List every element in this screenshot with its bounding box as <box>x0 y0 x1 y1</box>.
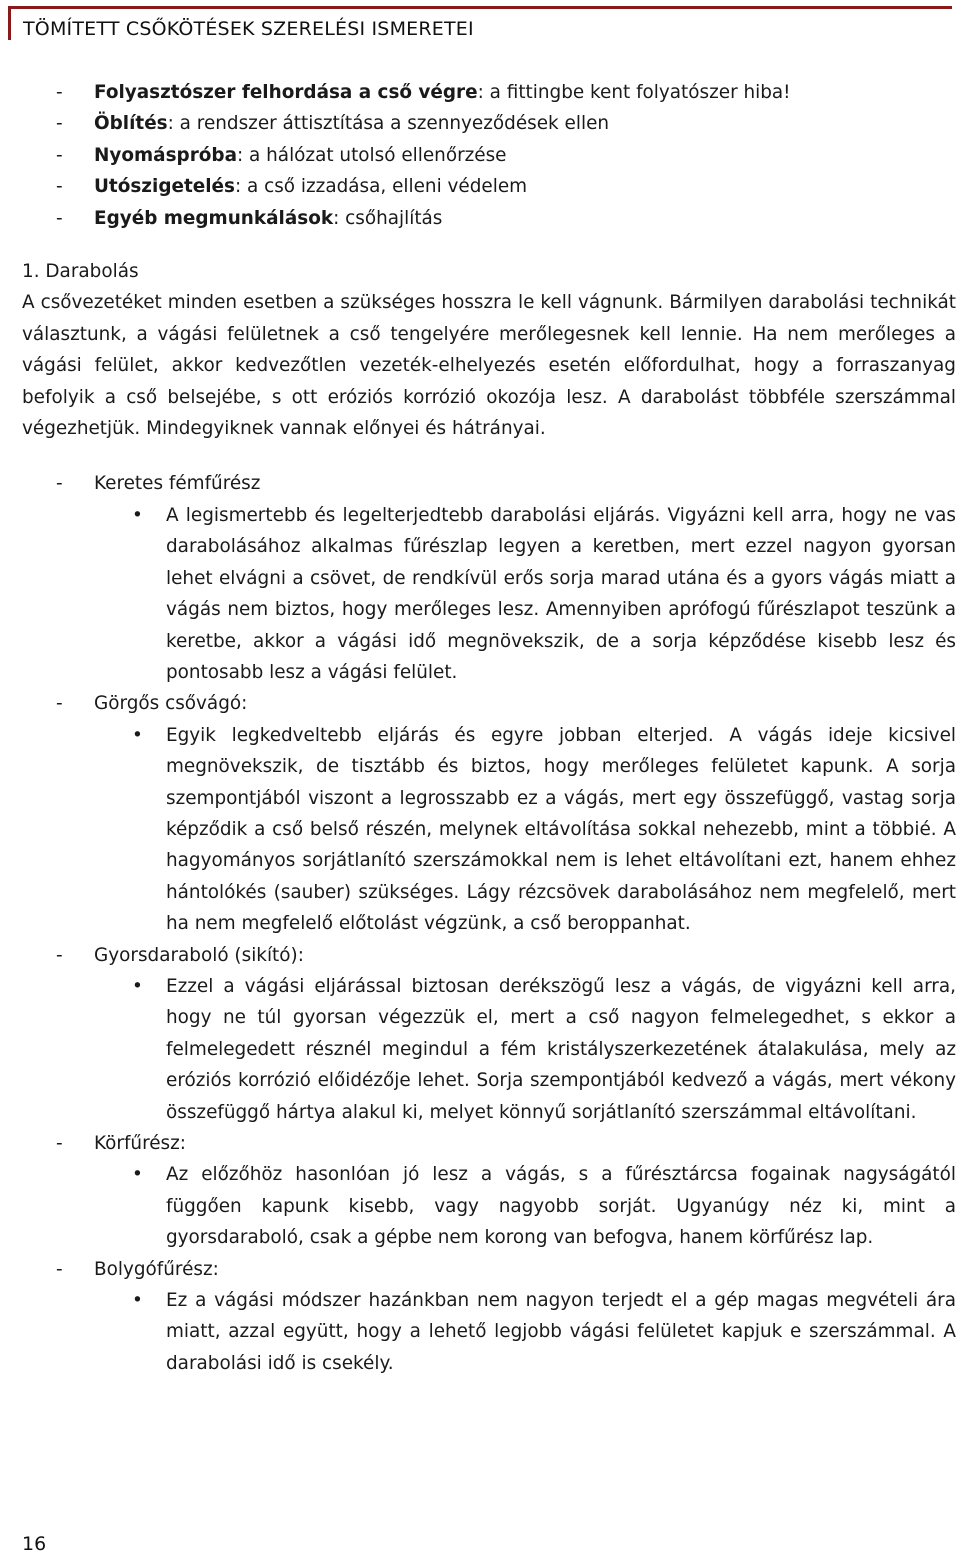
list-item-text: : a fittingbe kent folyatószer hiba! <box>477 82 791 103</box>
dash-marker: - <box>56 144 63 166</box>
tool-description <box>22 1285 956 1379</box>
list-item-text: : a hálózat utolsó ellenőrzése <box>236 144 507 166</box>
tool-description-text: Ezzel a vágási eljárással biztosan derékszögű lesz a vágás, de vigyázni kell arra, hogy ne túl gyorsan végezzük el, mert a cső nagyon felmelegedhet, s ekkor a felmelegedett résznél megindul a fém kristályszerkezetének átalakulása, mely az eróziós korrózió előidézője lehet. Sorja szempontjából kedvező a vágás, mert vékony összefüggő hártya alakul ki, melyet könnyű sorjátlanító szerszámmal eltávolítani. <box>166 975 956 1123</box>
list-item-text: : a rendszer áttisztítása a szennyeződések ellen <box>167 113 610 135</box>
bullet-icon: • <box>132 1164 143 1186</box>
tool-name-text: Bolygófűrész: <box>94 1258 219 1280</box>
dash-marker: - <box>56 207 63 229</box>
tool-name-text: Görgős csővágó: <box>94 693 248 715</box>
spacer <box>22 444 956 468</box>
tool-description <box>22 720 956 940</box>
tool-name <box>22 468 956 499</box>
tool-name-text: Keretes fémfűrész <box>94 473 261 495</box>
page-number: 16 <box>22 1533 47 1555</box>
tool-name <box>22 1128 956 1159</box>
header-title: TÖMÍTETT CSŐKÖTÉSEK SZERELÉSI ISMERETEI <box>23 18 474 40</box>
tool-name-text: Körfűrész: <box>94 1133 186 1154</box>
list-item <box>22 77 956 108</box>
tool-description <box>22 500 956 688</box>
dash-marker: - <box>56 176 63 198</box>
bullet-icon: • <box>132 975 143 997</box>
tool-description-text: Ez a vágási módszer hazánkban nem nagyon terjedt el a gép magas megvételi ára miatt, azzal együtt, hogy a lehető legjobb vágási felületet kapjuk e szerszámmal. A darabolási idő is csekély. <box>166 1290 956 1374</box>
bullet-icon: • <box>132 1290 143 1312</box>
document-body <box>22 77 956 1379</box>
tool-name <box>22 688 956 719</box>
section-heading: 1. Darabolás <box>22 261 139 283</box>
dash-marker: - <box>56 1133 63 1154</box>
dash-marker: - <box>56 473 63 495</box>
bullet-icon: • <box>132 504 143 526</box>
tool-description-text: Egyik legkedveltebb eljárás és egyre jobban elterjed. A vágás ideje kicsivel megnövekszik, de tisztább és biztos, hogy merőleges felületet kapunk. A sorja szempontjából viszont a legrosszabb ez a vágás, mert egy összefüggő, vastag sorja képződik a cső belső részén, melynek eltávolítása sokkal nehezebb, mint a többié. A hagyományos sorjátlanító szerszámokkal nem is lehet eltávolítani ezt, hanem ehhez hántolókés (sauber) szükséges. Lágy rézcsövek darabolásához nem megfelelő, mert ha nem megfelelő előtolást végzünk, a cső beroppanhat. <box>166 724 956 935</box>
list-item-text: : csőhajlítás <box>333 207 443 229</box>
dash-marker: - <box>56 1258 63 1280</box>
tool-description <box>22 1159 956 1253</box>
tool-name <box>22 940 956 971</box>
tool-description-text: A legismertebb és legelterjedtebb darabolási eljárás. Vigyázni kell arra, hogy ne vas darabolásához alkalmas fűrészlap legyen a keretben, mert ezzel nagyon gyorsan lehet elvágni a csövet, de rendkívül erős sorja marad utána és a gyors vágás miatt a vágás nem biztos, hogy merőleges lesz. Amennyiben aprófogú fűrészlapot teszünk a keretbe, akkor a vágási idő megnövekszik, de a sorja képződése kisebb lesz és pontosabb lesz a vágási felület. <box>166 504 956 683</box>
tool-list <box>22 468 956 1379</box>
list-item <box>22 171 956 202</box>
section-paragraph: A csővezetéket minden esetben a szükséges hosszra le kell vágnunk. Bármilyen darabolási technikát választunk, a vágási felületnek a cső tengelyére merőlegesnek kell lennie. Ha nem merőleges a vágási felület, akkor kedvezőtlen vezeték-elhelyezés esetén előfordulhat, hogy a forraszanyag befolyik a cső belsejébe, s ott eróziós korrózió okozója lesz. A darabolást többféle szerszámmal végezhetjük. Mindegyiknek vannak előnyei és hátrányai. <box>22 292 956 440</box>
bullet-icon: • <box>132 724 143 746</box>
list-item-term: Folyasztószer felhordása a cső végre <box>94 82 478 103</box>
list-item-text: : a cső izzadása, elleni védelem <box>234 176 528 198</box>
dash-marker: - <box>56 113 63 135</box>
list-item <box>22 108 956 139</box>
list-item <box>22 203 956 234</box>
tool-description-text: Az előzőhöz hasonlóan jó lesz a vágás, s a fűrésztárcsa fogainak nagyságától függően kapunk kisebb, vagy nagyobb sorját. Ugyanúgy néz ki, mint a gyorsdaraboló, csak a gépbe nem korong van befogva, hanem körfűrész lap. <box>166 1164 956 1249</box>
list-item-term: Utószigetelés <box>94 176 235 198</box>
list-item-term: Nyomáspróba <box>94 144 237 166</box>
page-header <box>8 6 952 40</box>
dash-marker: - <box>56 693 63 715</box>
tool-name <box>22 1254 956 1285</box>
list-item <box>22 140 956 171</box>
tool-description <box>22 971 956 1128</box>
intro-list <box>22 77 956 234</box>
list-item-term: Egyéb megmunkálások <box>94 207 334 229</box>
list-item-term: Öblítés <box>94 113 168 135</box>
dash-marker: - <box>56 82 63 103</box>
tool-name-text: Gyorsdaraboló (sikító): <box>94 944 304 966</box>
dash-marker: - <box>56 944 63 966</box>
